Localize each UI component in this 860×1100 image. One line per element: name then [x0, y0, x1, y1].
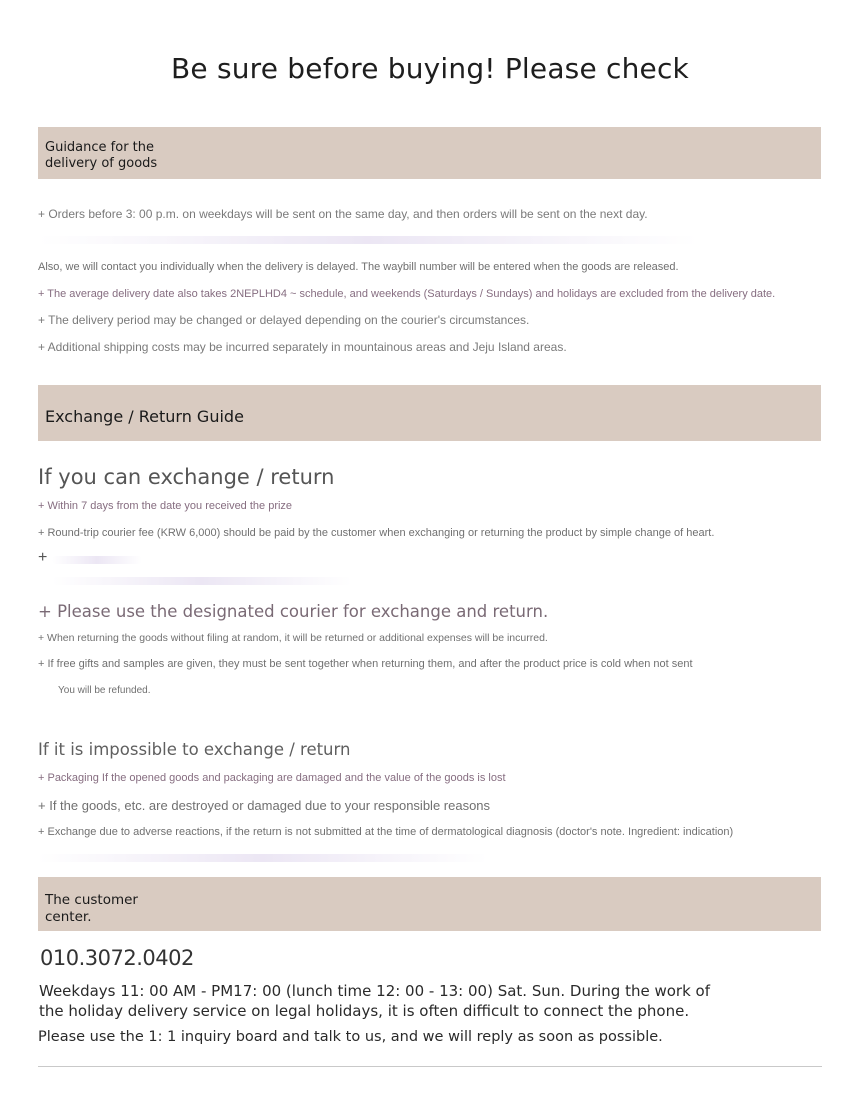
delivery-item: + The delivery period may be changed or delayed depending on the courier's circumstances.	[38, 313, 530, 327]
page-title: Be sure before buying! Please check	[171, 52, 689, 85]
delivery-item: + The average delivery date also takes 2NEPLHD4 ~ schedule, and weekends (Saturdays / Sundays) and holidays are excluded from the delivery date.	[38, 288, 776, 300]
exchange-note: + If free gifts and samples are given, they must be sent together when returning them, and after the product price is cold when not sent	[38, 658, 693, 670]
blurred-text	[52, 556, 142, 564]
blurred-text	[52, 577, 352, 585]
can-exchange-title: If you can exchange / return	[38, 465, 335, 489]
blurred-text	[38, 236, 698, 244]
customer-inquiry: Please use the 1: 1 inquiry board and talk to us, and we will reply as soon as possible.	[38, 1029, 663, 1045]
customer-phone: 010.3072.0402	[40, 946, 194, 970]
delivery-heading-line2: delivery of goods	[45, 156, 158, 171]
exchange-header	[38, 385, 821, 441]
delivery-item: + Orders before 3: 00 p.m. on weekdays will be sent on the same day, and then orders will be sent on the next day.	[38, 207, 648, 221]
exchange-note: You will be refunded.	[58, 685, 151, 696]
cannot-exchange-title: If it is impossible to exchange / return	[38, 740, 351, 759]
can-exchange-item: +	[38, 549, 48, 566]
customer-heading-line1: The customer	[45, 892, 138, 908]
blurred-text	[38, 854, 488, 862]
cannot-exchange-item: + Packaging If the opened goods and packaging are damaged and the value of the goods is lost	[38, 772, 506, 784]
cannot-exchange-item: + If the goods, etc. are destroyed or damaged due to your responsible reasons	[38, 798, 491, 813]
customer-hours-line1: Weekdays 11: 00 AM - PM17: 00 (lunch time 12: 00 - 13: 00) Sat. Sun. During the work of	[39, 982, 711, 1000]
courier-note: + Please use the designated courier for exchange and return.	[38, 602, 549, 621]
customer-heading-line2: center.	[45, 909, 92, 925]
customer-hours	[39, 981, 710, 1021]
divider	[38, 1066, 822, 1067]
can-exchange-item: + Round-trip courier fee (KRW 6,000) should be paid by the customer when exchanging or returning the product by simple change of heart.	[38, 527, 715, 539]
customer-hours-line2: the holiday delivery service on legal holidays, it is often difficult to connect the phone.	[39, 1002, 690, 1020]
exchange-heading: Exchange / Return Guide	[45, 407, 244, 426]
delivery-item: + Additional shipping costs may be incurred separately in mountainous areas and Jeju Island areas.	[38, 340, 567, 354]
customer-header	[38, 877, 821, 931]
delivery-heading-line1: Guidance for the	[45, 140, 155, 155]
cannot-exchange-item: + Exchange due to adverse reactions, if the return is not submitted at the time of dermatological diagnosis (doctor's note. Ingredient: indication)	[38, 826, 734, 838]
delivery-header	[38, 127, 821, 179]
exchange-note: + When returning the goods without filing at random, it will be returned or additional expenses will be incurred.	[38, 632, 548, 644]
delivery-item: Also, we will contact you individually when the delivery is delayed. The waybill number will be entered when the goods are released.	[38, 261, 679, 273]
can-exchange-item: + Within 7 days from the date you received the prize	[38, 500, 293, 512]
